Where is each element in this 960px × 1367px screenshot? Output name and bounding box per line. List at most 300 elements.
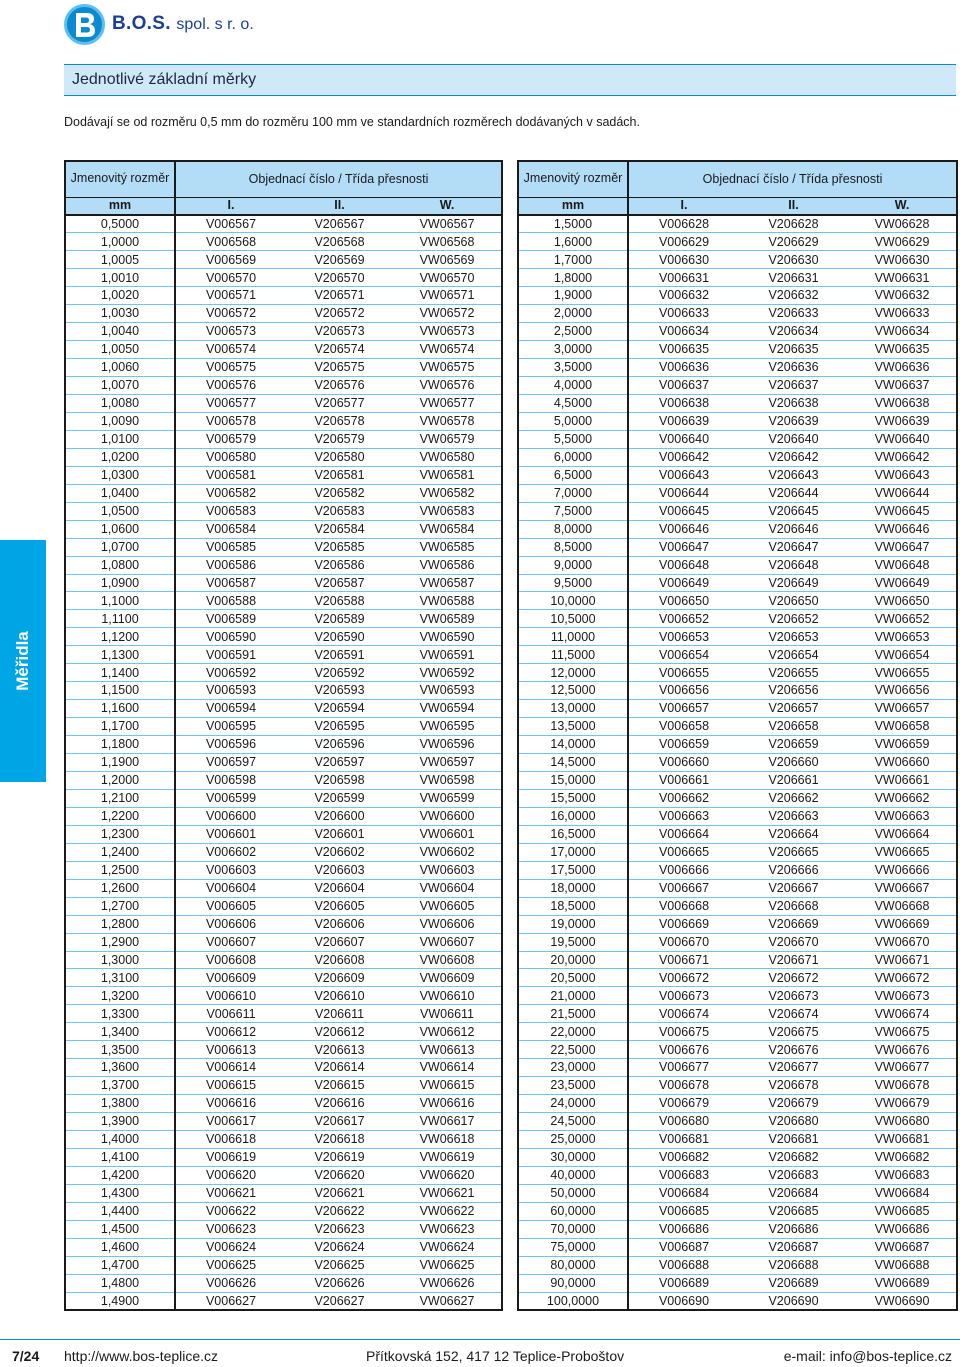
cell-class-w: VW06605 <box>393 897 502 915</box>
table-row <box>65 1077 502 1095</box>
cell-class-w: VW06585 <box>393 538 502 556</box>
gauge-table-right <box>517 160 958 1311</box>
cell-class-1: V006585 <box>175 538 286 556</box>
cell-class-w: VW06568 <box>393 233 502 251</box>
cell-class-1: V006687 <box>628 1238 739 1256</box>
cell-class-1: V006583 <box>175 502 286 520</box>
cell-dimension: 11,5000 <box>518 646 628 664</box>
cell-class-w: VW06589 <box>393 610 502 628</box>
table-row <box>518 448 957 466</box>
cell-class-1: V006662 <box>628 789 739 807</box>
cell-class-2: V206646 <box>739 520 848 538</box>
cell-class-w: VW06631 <box>848 269 957 287</box>
table-row <box>518 1184 957 1202</box>
cell-dimension: 3,5000 <box>518 359 628 377</box>
table-row <box>518 969 957 987</box>
cell-class-2: V206620 <box>286 1166 393 1184</box>
cell-class-w: VW06594 <box>393 700 502 718</box>
cell-dimension: 1,9000 <box>518 287 628 305</box>
table-row <box>518 664 957 682</box>
cell-dimension: 24,0000 <box>518 1095 628 1113</box>
cell-class-2: V206625 <box>286 1256 393 1274</box>
cell-class-1: V006656 <box>628 682 739 700</box>
table-row <box>518 520 957 538</box>
table-row <box>518 736 957 754</box>
cell-dimension: 24,5000 <box>518 1113 628 1131</box>
footer-website-link[interactable]: http://www.bos-teplice.cz <box>64 1348 219 1364</box>
cell-class-w: VW06652 <box>848 610 957 628</box>
cell-class-2: V206680 <box>739 1113 848 1131</box>
table-row <box>65 341 502 359</box>
column-header-class-2: II. <box>739 197 848 215</box>
cell-class-1: V006659 <box>628 736 739 754</box>
cell-class-1: V006600 <box>175 807 286 825</box>
cell-class-1: V006640 <box>628 430 739 448</box>
table-row <box>65 825 502 843</box>
cell-class-2: V206666 <box>739 861 848 879</box>
cell-class-1: V006660 <box>628 754 739 772</box>
cell-dimension: 13,5000 <box>518 718 628 736</box>
table-row <box>65 610 502 628</box>
cell-dimension: 1,1600 <box>65 700 175 718</box>
cell-class-1: V006650 <box>628 592 739 610</box>
table-row <box>65 269 502 287</box>
table-row <box>65 359 502 377</box>
cell-class-w: VW06612 <box>393 1023 502 1041</box>
cell-class-w: VW06597 <box>393 754 502 772</box>
cell-class-2: V206572 <box>286 305 393 323</box>
cell-class-1: V006653 <box>628 628 739 646</box>
cell-class-2: V206588 <box>286 592 393 610</box>
cell-class-1: V006581 <box>175 466 286 484</box>
cell-class-2: V206569 <box>286 251 393 269</box>
cell-dimension: 1,2600 <box>65 879 175 897</box>
cell-dimension: 1,0010 <box>65 269 175 287</box>
cell-class-w: VW06659 <box>848 736 957 754</box>
table-row <box>65 287 502 305</box>
cell-dimension: 4,5000 <box>518 394 628 412</box>
cell-class-1: V006568 <box>175 233 286 251</box>
table-row <box>518 359 957 377</box>
table-row <box>518 251 957 269</box>
cell-class-2: V206578 <box>286 412 393 430</box>
cell-dimension: 1,3100 <box>65 969 175 987</box>
cell-dimension: 1,1400 <box>65 664 175 682</box>
table-row <box>65 1256 502 1274</box>
cell-dimension: 1,0070 <box>65 377 175 395</box>
cell-class-1: V006622 <box>175 1202 286 1220</box>
cell-dimension: 11,0000 <box>518 628 628 646</box>
cell-class-w: VW06637 <box>848 377 957 395</box>
cell-class-2: V206661 <box>739 772 848 790</box>
cell-class-1: V006668 <box>628 897 739 915</box>
cell-class-w: VW06601 <box>393 825 502 843</box>
cell-class-2: V206586 <box>286 556 393 574</box>
cell-dimension: 1,0300 <box>65 466 175 484</box>
cell-class-w: VW06665 <box>848 843 957 861</box>
cell-class-1: V006582 <box>175 484 286 502</box>
cell-class-2: V206624 <box>286 1238 393 1256</box>
table-row <box>518 215 957 233</box>
table-row <box>65 466 502 484</box>
table-row <box>65 915 502 933</box>
cell-class-1: V006688 <box>628 1256 739 1274</box>
table-row <box>65 251 502 269</box>
cell-class-2: V206675 <box>739 1023 848 1041</box>
table-row <box>65 1041 502 1059</box>
table-row <box>518 466 957 484</box>
cell-class-w: VW06609 <box>393 969 502 987</box>
cell-class-2: V206600 <box>286 807 393 825</box>
cell-class-2: V206660 <box>739 754 848 772</box>
cell-class-1: V006642 <box>628 448 739 466</box>
cell-dimension: 40,0000 <box>518 1166 628 1184</box>
cell-dimension: 80,0000 <box>518 1256 628 1274</box>
table-row <box>65 1274 502 1292</box>
cell-class-2: V206636 <box>739 359 848 377</box>
cell-class-2: V206577 <box>286 394 393 412</box>
table-row <box>518 1292 957 1310</box>
cell-class-2: V206571 <box>286 287 393 305</box>
cell-class-2: V206591 <box>286 646 393 664</box>
cell-class-2: V206596 <box>286 736 393 754</box>
cell-dimension: 1,4600 <box>65 1238 175 1256</box>
cell-class-2: V206668 <box>739 897 848 915</box>
cell-class-2: V206655 <box>739 664 848 682</box>
table-row <box>518 412 957 430</box>
table-row <box>518 1220 957 1238</box>
table-row <box>65 807 502 825</box>
table-row <box>65 1238 502 1256</box>
cell-dimension: 15,5000 <box>518 789 628 807</box>
cell-dimension: 1,0800 <box>65 556 175 574</box>
cell-class-1: V006606 <box>175 915 286 933</box>
cell-class-1: V006612 <box>175 1023 286 1041</box>
table-row <box>518 825 957 843</box>
cell-class-w: VW06604 <box>393 879 502 897</box>
cell-dimension: 23,0000 <box>518 1059 628 1077</box>
cell-dimension: 20,0000 <box>518 951 628 969</box>
cell-class-2: V206633 <box>739 305 848 323</box>
cell-class-1: V006667 <box>628 879 739 897</box>
cell-class-2: V206688 <box>739 1256 848 1274</box>
cell-class-2: V206662 <box>739 789 848 807</box>
cell-class-1: V006637 <box>628 377 739 395</box>
cell-class-1: V006634 <box>628 323 739 341</box>
cell-class-w: VW06620 <box>393 1166 502 1184</box>
cell-class-w: VW06624 <box>393 1238 502 1256</box>
cell-class-1: V006611 <box>175 1005 286 1023</box>
cell-class-w: VW06688 <box>848 1256 957 1274</box>
cell-class-w: VW06603 <box>393 861 502 879</box>
table-row <box>518 951 957 969</box>
cell-class-1: V006686 <box>628 1220 739 1238</box>
cell-dimension: 1,1700 <box>65 718 175 736</box>
cell-dimension: 1,4500 <box>65 1220 175 1238</box>
cell-class-1: V006617 <box>175 1113 286 1131</box>
cell-class-w: VW06687 <box>848 1238 957 1256</box>
cell-class-w: VW06593 <box>393 682 502 700</box>
table-row <box>65 520 502 538</box>
cell-class-w: VW06656 <box>848 682 957 700</box>
cell-dimension: 1,2900 <box>65 933 175 951</box>
cell-class-2: V206681 <box>739 1131 848 1149</box>
cell-class-w: VW06592 <box>393 664 502 682</box>
cell-class-1: V006624 <box>175 1238 286 1256</box>
cell-class-w: VW06664 <box>848 825 957 843</box>
footer-email-link[interactable]: e-mail: info@bos-teplice.cz <box>783 1348 952 1364</box>
cell-class-1: V006610 <box>175 987 286 1005</box>
cell-class-1: V006680 <box>628 1113 739 1131</box>
cell-class-w: VW06686 <box>848 1220 957 1238</box>
column-header-class-w: W. <box>848 197 957 215</box>
cell-class-2: V206585 <box>286 538 393 556</box>
cell-dimension: 19,5000 <box>518 933 628 951</box>
cell-class-1: V006664 <box>628 825 739 843</box>
table-row <box>518 394 957 412</box>
cell-dimension: 60,0000 <box>518 1202 628 1220</box>
cell-class-1: V006579 <box>175 430 286 448</box>
cell-class-1: V006588 <box>175 592 286 610</box>
cell-class-1: V006594 <box>175 700 286 718</box>
cell-class-2: V206612 <box>286 1023 393 1041</box>
cell-class-w: VW06608 <box>393 951 502 969</box>
cell-class-1: V006674 <box>628 1005 739 1023</box>
table-row <box>518 807 957 825</box>
cell-dimension: 1,1100 <box>65 610 175 628</box>
cell-class-w: VW06673 <box>848 987 957 1005</box>
cell-class-1: V006628 <box>628 215 739 233</box>
cell-class-1: V006626 <box>175 1274 286 1292</box>
table-row <box>518 682 957 700</box>
cell-class-2: V206582 <box>286 484 393 502</box>
cell-dimension: 7,5000 <box>518 502 628 520</box>
cell-class-w: VW06635 <box>848 341 957 359</box>
cell-class-w: VW06626 <box>393 1274 502 1292</box>
cell-class-1: V006595 <box>175 718 286 736</box>
table-row <box>518 1149 957 1167</box>
table-row <box>65 502 502 520</box>
company-name <box>112 13 254 35</box>
cell-dimension: 12,5000 <box>518 682 628 700</box>
cell-dimension: 1,3500 <box>65 1041 175 1059</box>
cell-class-w: VW06672 <box>848 969 957 987</box>
cell-class-w: VW06602 <box>393 843 502 861</box>
table-row <box>518 754 957 772</box>
cell-class-2: V206685 <box>739 1202 848 1220</box>
cell-class-2: V206570 <box>286 269 393 287</box>
cell-dimension: 1,0000 <box>65 233 175 251</box>
table-row <box>518 610 957 628</box>
table-row <box>518 1023 957 1041</box>
table-row <box>518 1274 957 1292</box>
table-row <box>65 377 502 395</box>
cell-dimension: 23,5000 <box>518 1077 628 1095</box>
table-row <box>65 1059 502 1077</box>
section-title: Jednotlivé základní měrky <box>72 71 257 88</box>
cell-dimension: 19,0000 <box>518 915 628 933</box>
cell-class-w: VW06587 <box>393 574 502 592</box>
cell-class-2: V206602 <box>286 843 393 861</box>
table-row <box>65 879 502 897</box>
cell-dimension: 1,5000 <box>518 215 628 233</box>
cell-dimension: 75,0000 <box>518 1238 628 1256</box>
table-row <box>518 269 957 287</box>
table-row <box>65 933 502 951</box>
table-row <box>65 754 502 772</box>
column-header-order-class: Objednací číslo / Třída přesnosti <box>628 161 957 197</box>
cell-dimension: 1,3000 <box>65 951 175 969</box>
cell-dimension: 1,0090 <box>65 412 175 430</box>
table-row <box>518 700 957 718</box>
cell-dimension: 1,0400 <box>65 484 175 502</box>
table-row <box>65 1113 502 1131</box>
cell-class-w: VW06650 <box>848 592 957 610</box>
cell-class-w: VW06640 <box>848 430 957 448</box>
table-row <box>65 718 502 736</box>
cell-class-w: VW06680 <box>848 1113 957 1131</box>
table-row <box>518 772 957 790</box>
cell-class-2: V206627 <box>314 1293 365 1308</box>
cell-dimension: 1,4000 <box>65 1131 175 1149</box>
cell-dimension: 12,0000 <box>518 664 628 682</box>
column-header-class-1: I. <box>628 197 739 215</box>
cell-class-1: V006567 <box>175 215 286 233</box>
cell-dimension: 1,3600 <box>65 1059 175 1077</box>
cell-class-w: VW06658 <box>848 718 957 736</box>
cell-dimension: 1,4100 <box>65 1149 175 1167</box>
cell-class-w: VW06598 <box>393 772 502 790</box>
cell-class-2: V206683 <box>739 1166 848 1184</box>
cell-class-2: V206573 <box>286 323 393 341</box>
brand-name: B.O.S. <box>112 13 171 34</box>
cell-dimension: 1,1200 <box>65 628 175 646</box>
table-row <box>65 843 502 861</box>
cell-class-2: V206682 <box>739 1149 848 1167</box>
cell-class-w: VW06581 <box>393 466 502 484</box>
cell-dimension: 1,0030 <box>65 305 175 323</box>
cell-class-1: V006679 <box>628 1095 739 1113</box>
cell-class-1: V006599 <box>175 789 286 807</box>
cell-dimension: 1,2500 <box>65 861 175 879</box>
cell-dimension: 15,0000 <box>518 772 628 790</box>
cell-class-w: VW06583 <box>393 502 502 520</box>
cell-class-2: V206667 <box>739 879 848 897</box>
cell-class-1: V006652 <box>628 610 739 628</box>
cell-class-1: V006625 <box>175 1256 286 1274</box>
cell-class-2: V206640 <box>739 430 848 448</box>
cell-dimension: 1,0500 <box>65 502 175 520</box>
table-row <box>65 574 502 592</box>
table-row <box>65 1292 502 1310</box>
table-row <box>65 430 502 448</box>
cell-class-w: VW06599 <box>393 789 502 807</box>
cell-dimension: 9,5000 <box>518 574 628 592</box>
cell-class-2: V206601 <box>286 825 393 843</box>
cell-class-2: V206574 <box>286 341 393 359</box>
cell-class-1: V006602 <box>175 843 286 861</box>
cell-class-2: V206579 <box>286 430 393 448</box>
cell-dimension: 1,3700 <box>65 1077 175 1095</box>
cell-class-1: V006570 <box>175 269 286 287</box>
table-row <box>518 341 957 359</box>
cell-class-1: V006655 <box>628 664 739 682</box>
cell-class-w: VW06634 <box>848 323 957 341</box>
cell-dimension: 100,0000 <box>518 1292 628 1310</box>
cell-class-w: VW06578 <box>393 412 502 430</box>
table-row <box>65 592 502 610</box>
cell-class-2: V206580 <box>286 448 393 466</box>
cell-class-1: V006607 <box>175 933 286 951</box>
cell-class-w: VW06670 <box>848 933 957 951</box>
bos-logo-icon <box>64 4 105 45</box>
cell-dimension: 20,5000 <box>518 969 628 987</box>
cell-class-w: VW06666 <box>848 861 957 879</box>
cell-class-w: VW06645 <box>848 502 957 520</box>
cell-class-w: VW06667 <box>848 879 957 897</box>
column-header-order-class: Objednací číslo / Třída přesnosti <box>175 161 502 197</box>
cell-class-2: V206644 <box>739 484 848 502</box>
cell-class-2: V206587 <box>286 574 393 592</box>
cell-class-1: V006620 <box>175 1166 286 1184</box>
cell-class-w: VW06615 <box>393 1077 502 1095</box>
cell-dimension: 1,2700 <box>65 897 175 915</box>
cell-class-w: VW06576 <box>393 377 502 395</box>
cell-dimension: 3,0000 <box>518 341 628 359</box>
cell-dimension: 0,5000 <box>65 215 175 233</box>
cell-class-2: V206674 <box>739 1005 848 1023</box>
cell-class-2: V206634 <box>739 323 848 341</box>
cell-class-w: VW06595 <box>393 718 502 736</box>
cell-dimension: 70,0000 <box>518 1220 628 1238</box>
table-row <box>65 215 502 233</box>
cell-class-w: VW06662 <box>848 789 957 807</box>
cell-class-1: V006608 <box>175 951 286 969</box>
intro-text: Dodávají se od rozměru 0,5 mm do rozměru 100 mm ve standardních rozměrech dodávaných v sadách. <box>64 115 640 129</box>
cell-class-1: V006601 <box>175 825 286 843</box>
cell-class-2: V206670 <box>739 933 848 951</box>
cell-class-2: V206669 <box>739 915 848 933</box>
cell-class-w: VW06669 <box>848 915 957 933</box>
cell-class-2: V206663 <box>739 807 848 825</box>
cell-class-w: VW06621 <box>393 1184 502 1202</box>
cell-class-1: V006573 <box>175 323 286 341</box>
cell-class-1: V006619 <box>175 1149 286 1167</box>
cell-dimension: 1,4300 <box>65 1184 175 1202</box>
table-row <box>518 1238 957 1256</box>
cell-class-w: VW06572 <box>393 305 502 323</box>
cell-class-w: VW06649 <box>848 574 957 592</box>
cell-class-1: V006665 <box>628 843 739 861</box>
table-row <box>518 897 957 915</box>
table-row <box>518 789 957 807</box>
cell-class-1: V006671 <box>628 951 739 969</box>
table-row <box>518 1131 957 1149</box>
cell-dimension: 1,1900 <box>65 754 175 772</box>
cell-class-1: V006682 <box>628 1149 739 1167</box>
cell-class-w: VW06623 <box>393 1220 502 1238</box>
cell-dimension: 1,6000 <box>518 233 628 251</box>
cell-class-w: VW06619 <box>393 1149 502 1167</box>
cell-dimension: 1,0200 <box>65 448 175 466</box>
table-row <box>518 933 957 951</box>
cell-dimension: 21,0000 <box>518 987 628 1005</box>
cell-class-w: VW06671 <box>848 951 957 969</box>
table-row <box>65 1005 502 1023</box>
cell-class-1: V006672 <box>628 969 739 987</box>
cell-class-w: VW06577 <box>393 394 502 412</box>
cell-class-1: V006643 <box>628 466 739 484</box>
